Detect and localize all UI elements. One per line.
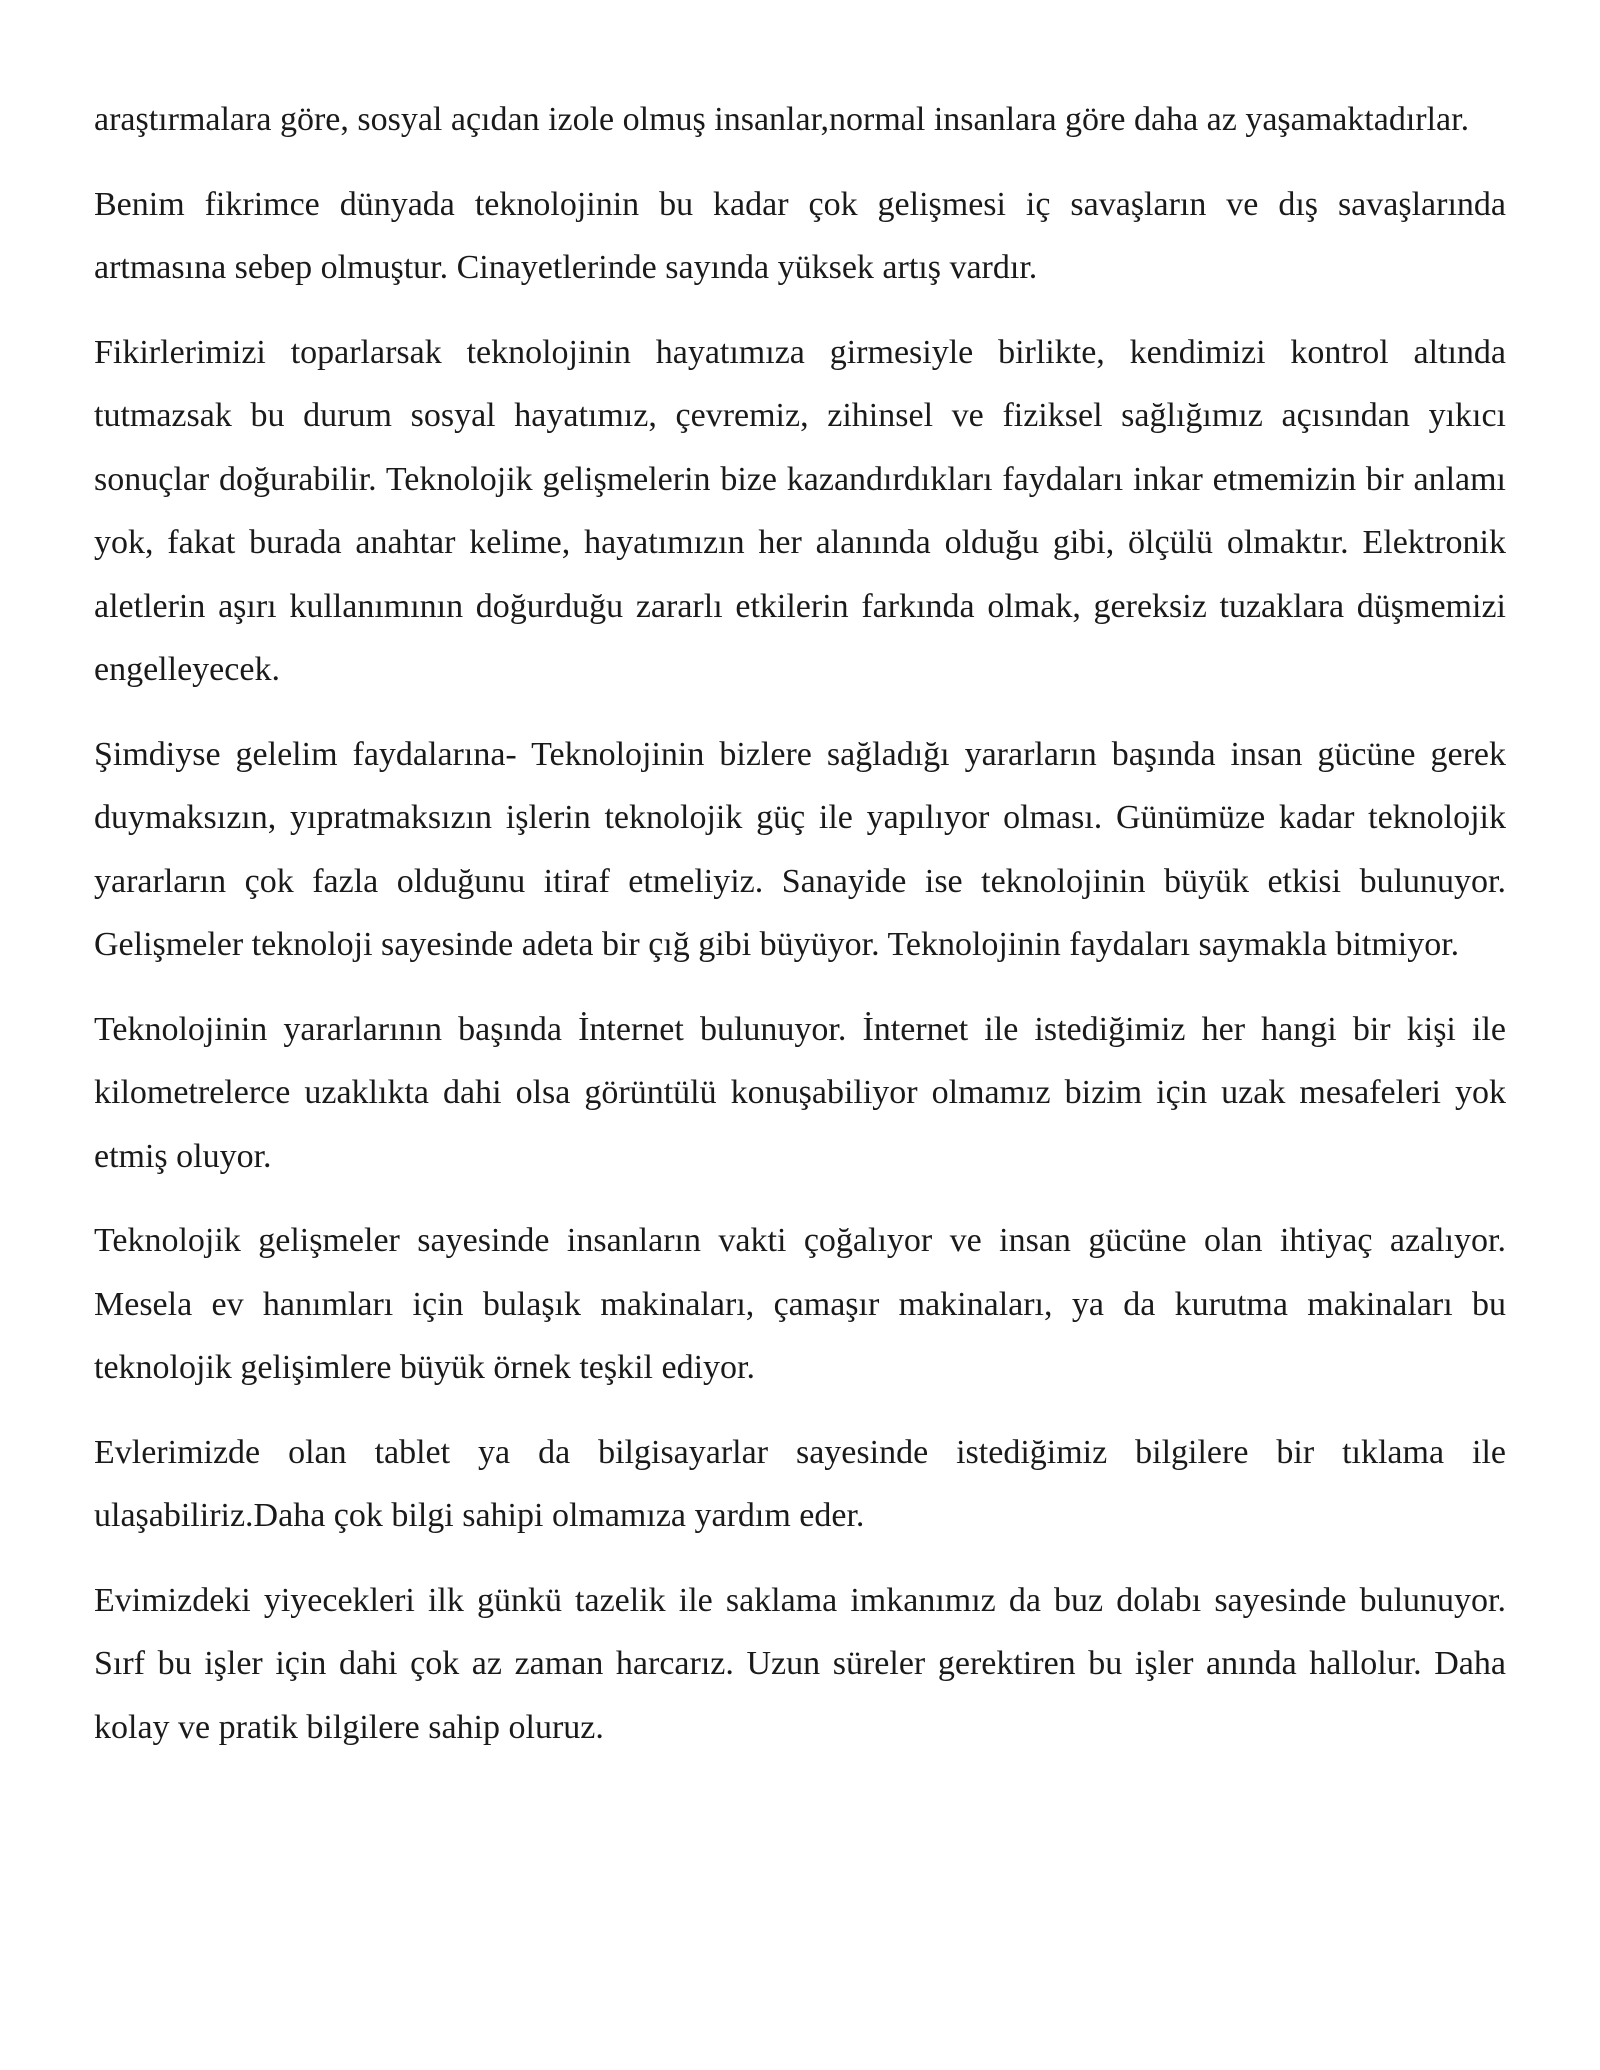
paragraph-5: Teknolojinin yararlarının başında İnternet bulunuyor. İnternet ile istediğimiz her hangi bir kişi ile kilometrelerce uzaklıkta dahi olsa görüntülü konuşabiliyor olmamız bizim için uzak mesafeleri yok etmiş oluyor.	[94, 1010, 1506, 1175]
paragraph-4: Şimdiyse gelelim faydalarına- Teknolojinin bizlere sağladığı yararların başında insan gücüne gerek duymaksızın, yıpratmaksızın işlerin teknolojik güç ile yapılıyor olması. Günümüze kadar teknolojik yararların çok fazla olduğunu itiraf etmeliyiz. Sanayide ise teknolojinin büyük etkisi bulunuyor. Gelişmeler teknoloji sayesinde adeta bir çığ gibi büyüyor. Teknolojinin faydaları saymakla bitmiyor.	[94, 735, 1506, 963]
paragraph-1: araştırmalara göre, sosyal açıdan izole olmuş insanlar,normal insanlara göre daha az yaşamaktadırlar.	[94, 101, 1470, 138]
paragraph-3: Fikirlerimizi toparlarsak teknolojinin hayatımıza girmesiyle birlikte, kendimizi kontrol altında tutmazsak bu durum sosyal hayatımız, çevremiz, zihinsel ve fiziksel sağlığımız açısından yıkıcı sonuçlar doğurabilir. Teknolojik gelişmelerin bize kazandırdıkları faydaları inkar etmemizin bir anlamı yok, fakat burada anahtar kelime, hayatımızın her alanında olduğu gibi, ölçülü olmaktır. Elektronik aletlerin aşırı kullanımının doğurduğu zararlı etkilerin farkında olmak, gereksiz tuzaklara düşmemizi engelleyecek.	[94, 333, 1506, 688]
document-body	[94, 88, 1506, 1780]
paragraph-8: Evimizdeki yiyecekleri ilk günkü tazelik ile saklama imkanımız da buz dolabı sayesinde bulunuyor. Sırf bu işler için dahi çok az zaman harcarız. Uzun süreler gerektiren bu işler anında hallolur. Daha kolay ve pratik bilgilere sahip oluruz.	[94, 1581, 1506, 1746]
paragraph-6: Teknolojik gelişmeler sayesinde insanların vakti çoğalıyor ve insan gücüne olan ihtiyaç azalıyor. Mesela ev hanımları için bulaşık makinaları, çamaşır makinaları, ya da kurutma makinaları bu teknolojik gelişimlere büyük örnek teşkil ediyor.	[94, 1222, 1506, 1386]
paragraph-2: Benim fikrimce dünyada teknolojinin bu kadar çok gelişmesi iç savaşların ve dış savaşlarında artmasına sebep olmuştur. Cinayetlerinde sayında yüksek artış vardır.	[94, 185, 1506, 286]
paragraph-7: Evlerimizde olan tablet ya da bilgisayarlar sayesinde istediğimiz bilgilere bir tıklama ile ulaşabiliriz.Daha çok bilgi sahipi olmamıza yardım eder.	[94, 1433, 1506, 1534]
